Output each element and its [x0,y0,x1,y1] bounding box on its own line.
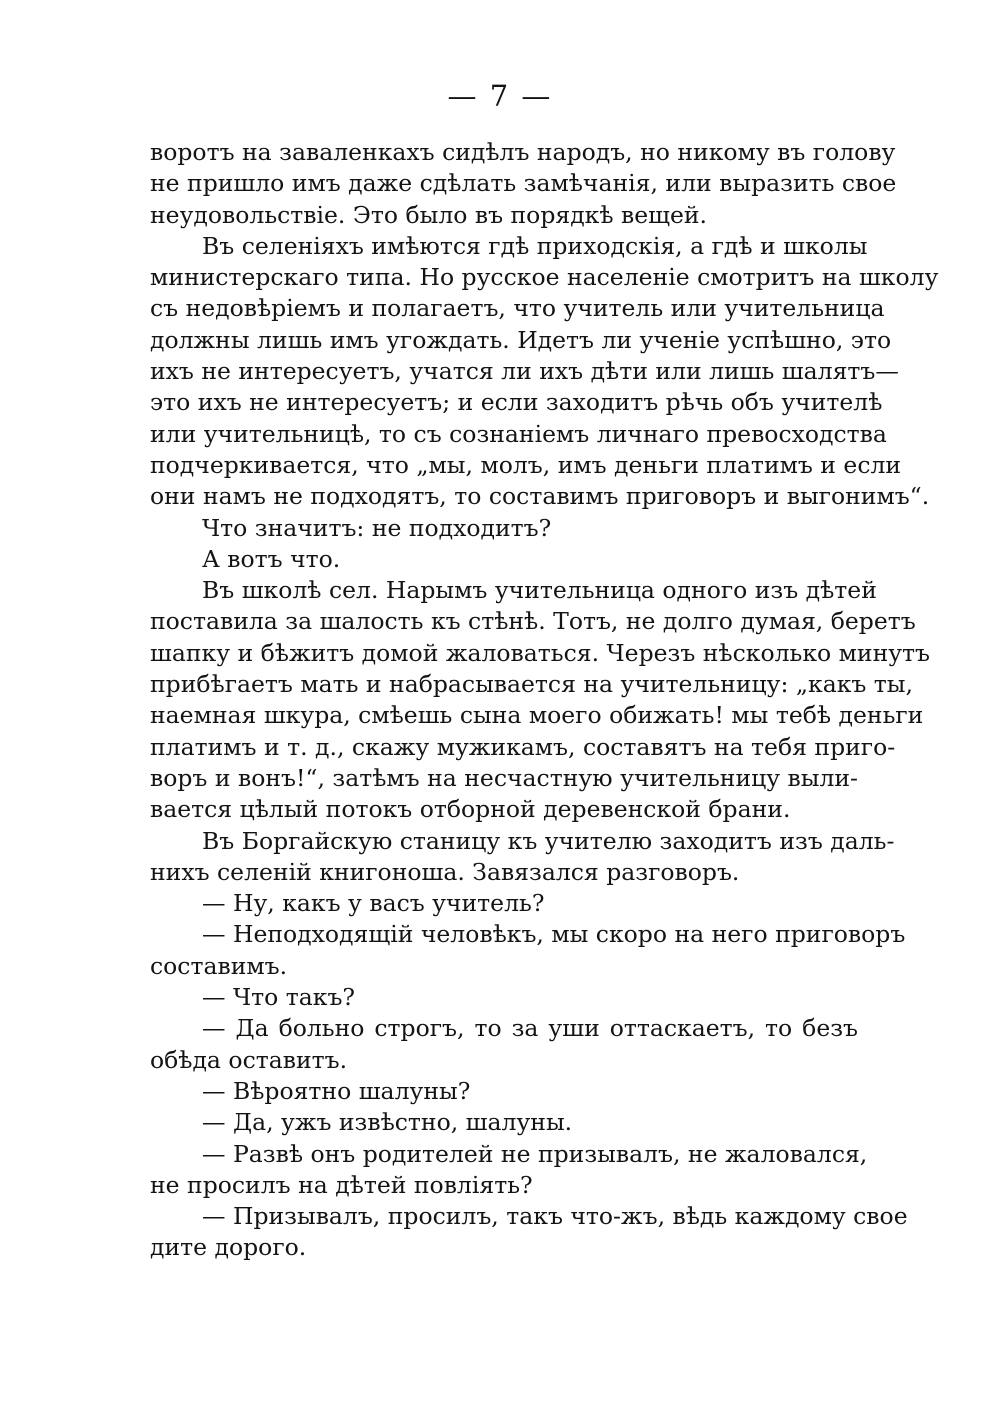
text-line: неудовольствіе. Это было въ порядкѣ вещей. [150,200,708,229]
text-line: А вотъ что. [202,544,341,573]
text-line: — Что такъ? [202,983,356,1012]
text-line: прибѣгаетъ мать и набрасывается на учительницу: „какъ ты, [150,670,913,699]
text-line: — Неподходящій человѣкъ, мы скоро на него приговоръ [202,920,906,949]
page-number: — 7 — [447,79,553,113]
text-line: наемная шкура, смѣешь сына моего обижать! мы тебѣ деньги [150,701,924,730]
text-line: платимъ и т. д., скажу мужикамъ, составятъ на тебя приго- [150,732,896,761]
text-line: должны лишь имъ угождать. Идетъ ли ученіе успѣшно, это [150,325,892,354]
text-line: дите дорого. [150,1233,307,1262]
text-line: — Вѣроятно шалуны? [202,1076,471,1105]
text-line: это ихъ не интересуетъ; и если заходитъ рѣчь объ учителѣ [150,388,883,417]
text-line: подчеркивается, что „мы, молъ, имъ деньги платимъ и если [150,450,902,479]
text-line: съ недовѣріемъ и полагаетъ, что учитель или учительница [150,294,885,323]
text-line: Что значитъ: не подходитъ? [202,513,552,542]
text-line: — Да больно строгъ, то за уши оттаскаетъ, то безъ [202,1014,858,1043]
text-line: Въ селеніяхъ имѣются гдѣ приходскія, а гдѣ и школы [202,231,868,260]
text-line: шапку и бѣжитъ домой жаловаться. Черезъ нѣсколько минутъ [150,638,931,667]
text-line: воротъ на заваленкахъ сидѣлъ народъ, но никому въ голову [150,138,896,166]
text-line: составимъ. [150,951,288,980]
text-line: — Призывалъ, просилъ, такъ что-жъ, вѣдь каждому свое [202,1202,908,1231]
text-line: воръ и вонъ!“, затѣмъ на несчастную учительницу выли- [150,763,858,792]
text-line: министерскаго типа. Но русское населеніе смотритъ на школу [150,263,939,292]
text-line: нихъ селеній книгоноша. Завязался разговоръ. [150,857,740,886]
text-line: они намъ не подходятъ, то составимъ приговоръ и выгонимъ“. [150,482,930,511]
text-line: Въ Боргайскую станицу къ учителю заходитъ изъ даль- [202,826,895,855]
text-line: не пришло имъ даже сдѣлать замѣчанія, или выразить свое [150,169,897,198]
text-line: обѣда оставитъ. [150,1045,348,1074]
text-line: поставила за шалость къ стѣнѣ. Тотъ, не долго думая, беретъ [150,607,916,636]
text-line: не просилъ на дѣтей повліять? [150,1170,533,1199]
text-line: — Да, ужъ извѣстно, шалуны. [202,1108,573,1137]
text-line: Въ школѣ сел. Нарымъ учительница одного изъ дѣтей [202,576,877,605]
text-line: — Ну, какъ у васъ учитель? [202,889,545,918]
text-line: или учительницѣ, то съ сознаніемъ личнаго превосходства [150,419,887,448]
text-line: ихъ не интересуетъ, учатся ли ихъ дѣти или лишь шалятъ— [150,357,899,386]
text-line: — Развѣ онъ родителей не призывалъ, не жаловался, [202,1139,868,1168]
body-text [150,137,939,1264]
text-line: вается цѣлый потокъ отборной деревенской брани. [150,795,791,824]
